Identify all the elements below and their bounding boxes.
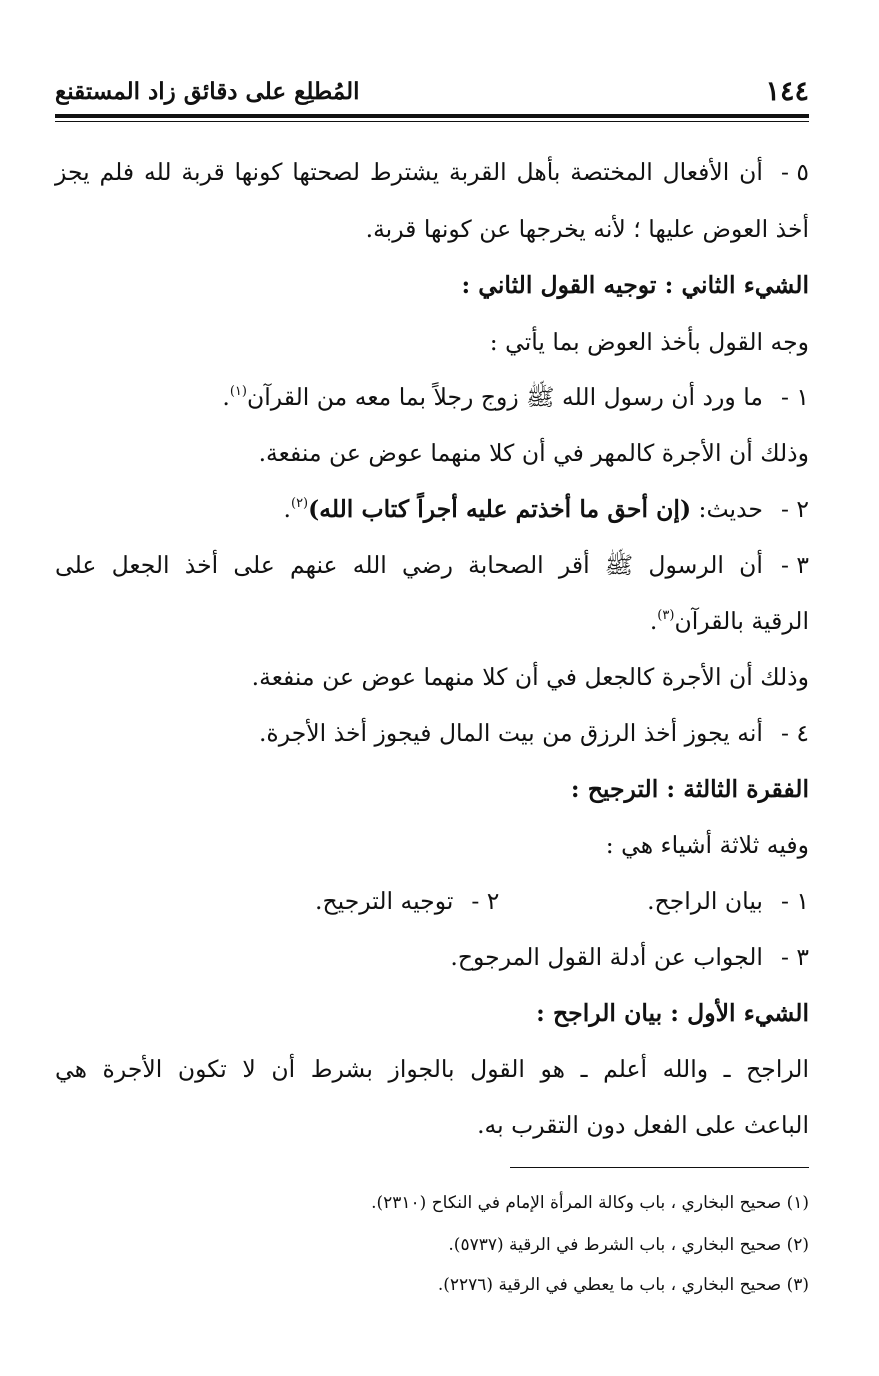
running-header xyxy=(55,76,809,110)
section-heading: الشيء الأول : بيان الراجح : xyxy=(536,999,809,1027)
list-item: ٣ -أن الرسول ﷺ أقر الصحابة رضي الله عنهم على أخذ الجعل على xyxy=(55,551,809,579)
list-item: ٢ -حديث: (إن أحق ما أخذتم عليه أجراً كتاب الله)$^{(٢)}$. xyxy=(283,495,809,523)
paragraph-line: وجه القول بأخذ العوض بما يأتي : xyxy=(489,328,809,356)
paragraph-line: الراجح ـ والله أعلم ـ هو القول بالجواز بشرط أن لا تكون الأجرة هي xyxy=(55,1055,809,1083)
paragraph-line: وذلك أن الأجرة كالمهر في أن كلا منهما عوض عن منفعة. xyxy=(258,439,809,467)
list-item: ٤ -أنه يجوز أخذ الرزق من بيت المال فيجوز أخذ الأجرة. xyxy=(258,719,809,747)
header-rule-thin xyxy=(55,121,809,122)
paragraph-line: أخذ العوض عليها ؛ لأنه يخرجها عن كونها قربة. xyxy=(365,215,809,243)
footnote: (٣) صحيح البخاري ، باب ما يعطي في الرقية (٢٢٧٦). xyxy=(437,1275,809,1295)
paragraph-line: ٥ -أن الأفعال المختصة بأهل القربة يشترط لصحتها كونها قربة لله فلم يجز xyxy=(55,158,809,186)
book-title: المُطلِع على دقائق زاد المستقنع xyxy=(55,78,360,105)
paragraph-line: الرقية بالقرآن$^{(٣)}$. xyxy=(649,607,809,635)
footnote-ref: (١) xyxy=(229,384,247,399)
paragraph-line: وذلك أن الأجرة كالجعل في أن كلا منهما عوض عن منفعة. xyxy=(251,663,809,691)
footnote-ref: (٣) xyxy=(657,608,675,623)
footnote: (١) صحيح البخاري ، باب وكالة المرأة الإمام في النكاح (٢٣١٠). xyxy=(371,1193,809,1213)
footnote: (٢) صحيح البخاري ، باب الشرط في الرقية (٥٧٣٧). xyxy=(448,1235,809,1255)
section-heading: الفقرة الثالثة : الترجيح : xyxy=(570,775,809,803)
footnote-ref: (٢) xyxy=(290,496,309,511)
list-item: ١ -ما ورد أن رسول الله ﷺ زوج رجلاً بما معه من القرآن$^{(١)}$. xyxy=(222,383,809,411)
list-item: ٣ -الجواب عن أدلة القول المرجوح. xyxy=(450,943,809,971)
list-item: ١ -بيان الراجح. ٢ -توجيه الترجيح. xyxy=(55,884,809,918)
footnote-rule xyxy=(510,1167,809,1168)
header-rule-thick xyxy=(55,114,809,118)
paragraph-line: وفيه ثلاثة أشياء هي : xyxy=(605,831,809,859)
page-number: ١٤٤ xyxy=(765,76,809,107)
section-heading: الشيء الثاني : توجيه القول الثاني : xyxy=(461,271,809,299)
list-item: ٢ -توجيه الترجيح. xyxy=(315,887,500,915)
hadith-quote: (إن أحق ما أخذتم عليه أجراً كتاب الله) xyxy=(308,495,692,523)
paragraph-line: الباعث على الفعل دون التقرب به. xyxy=(477,1111,809,1139)
